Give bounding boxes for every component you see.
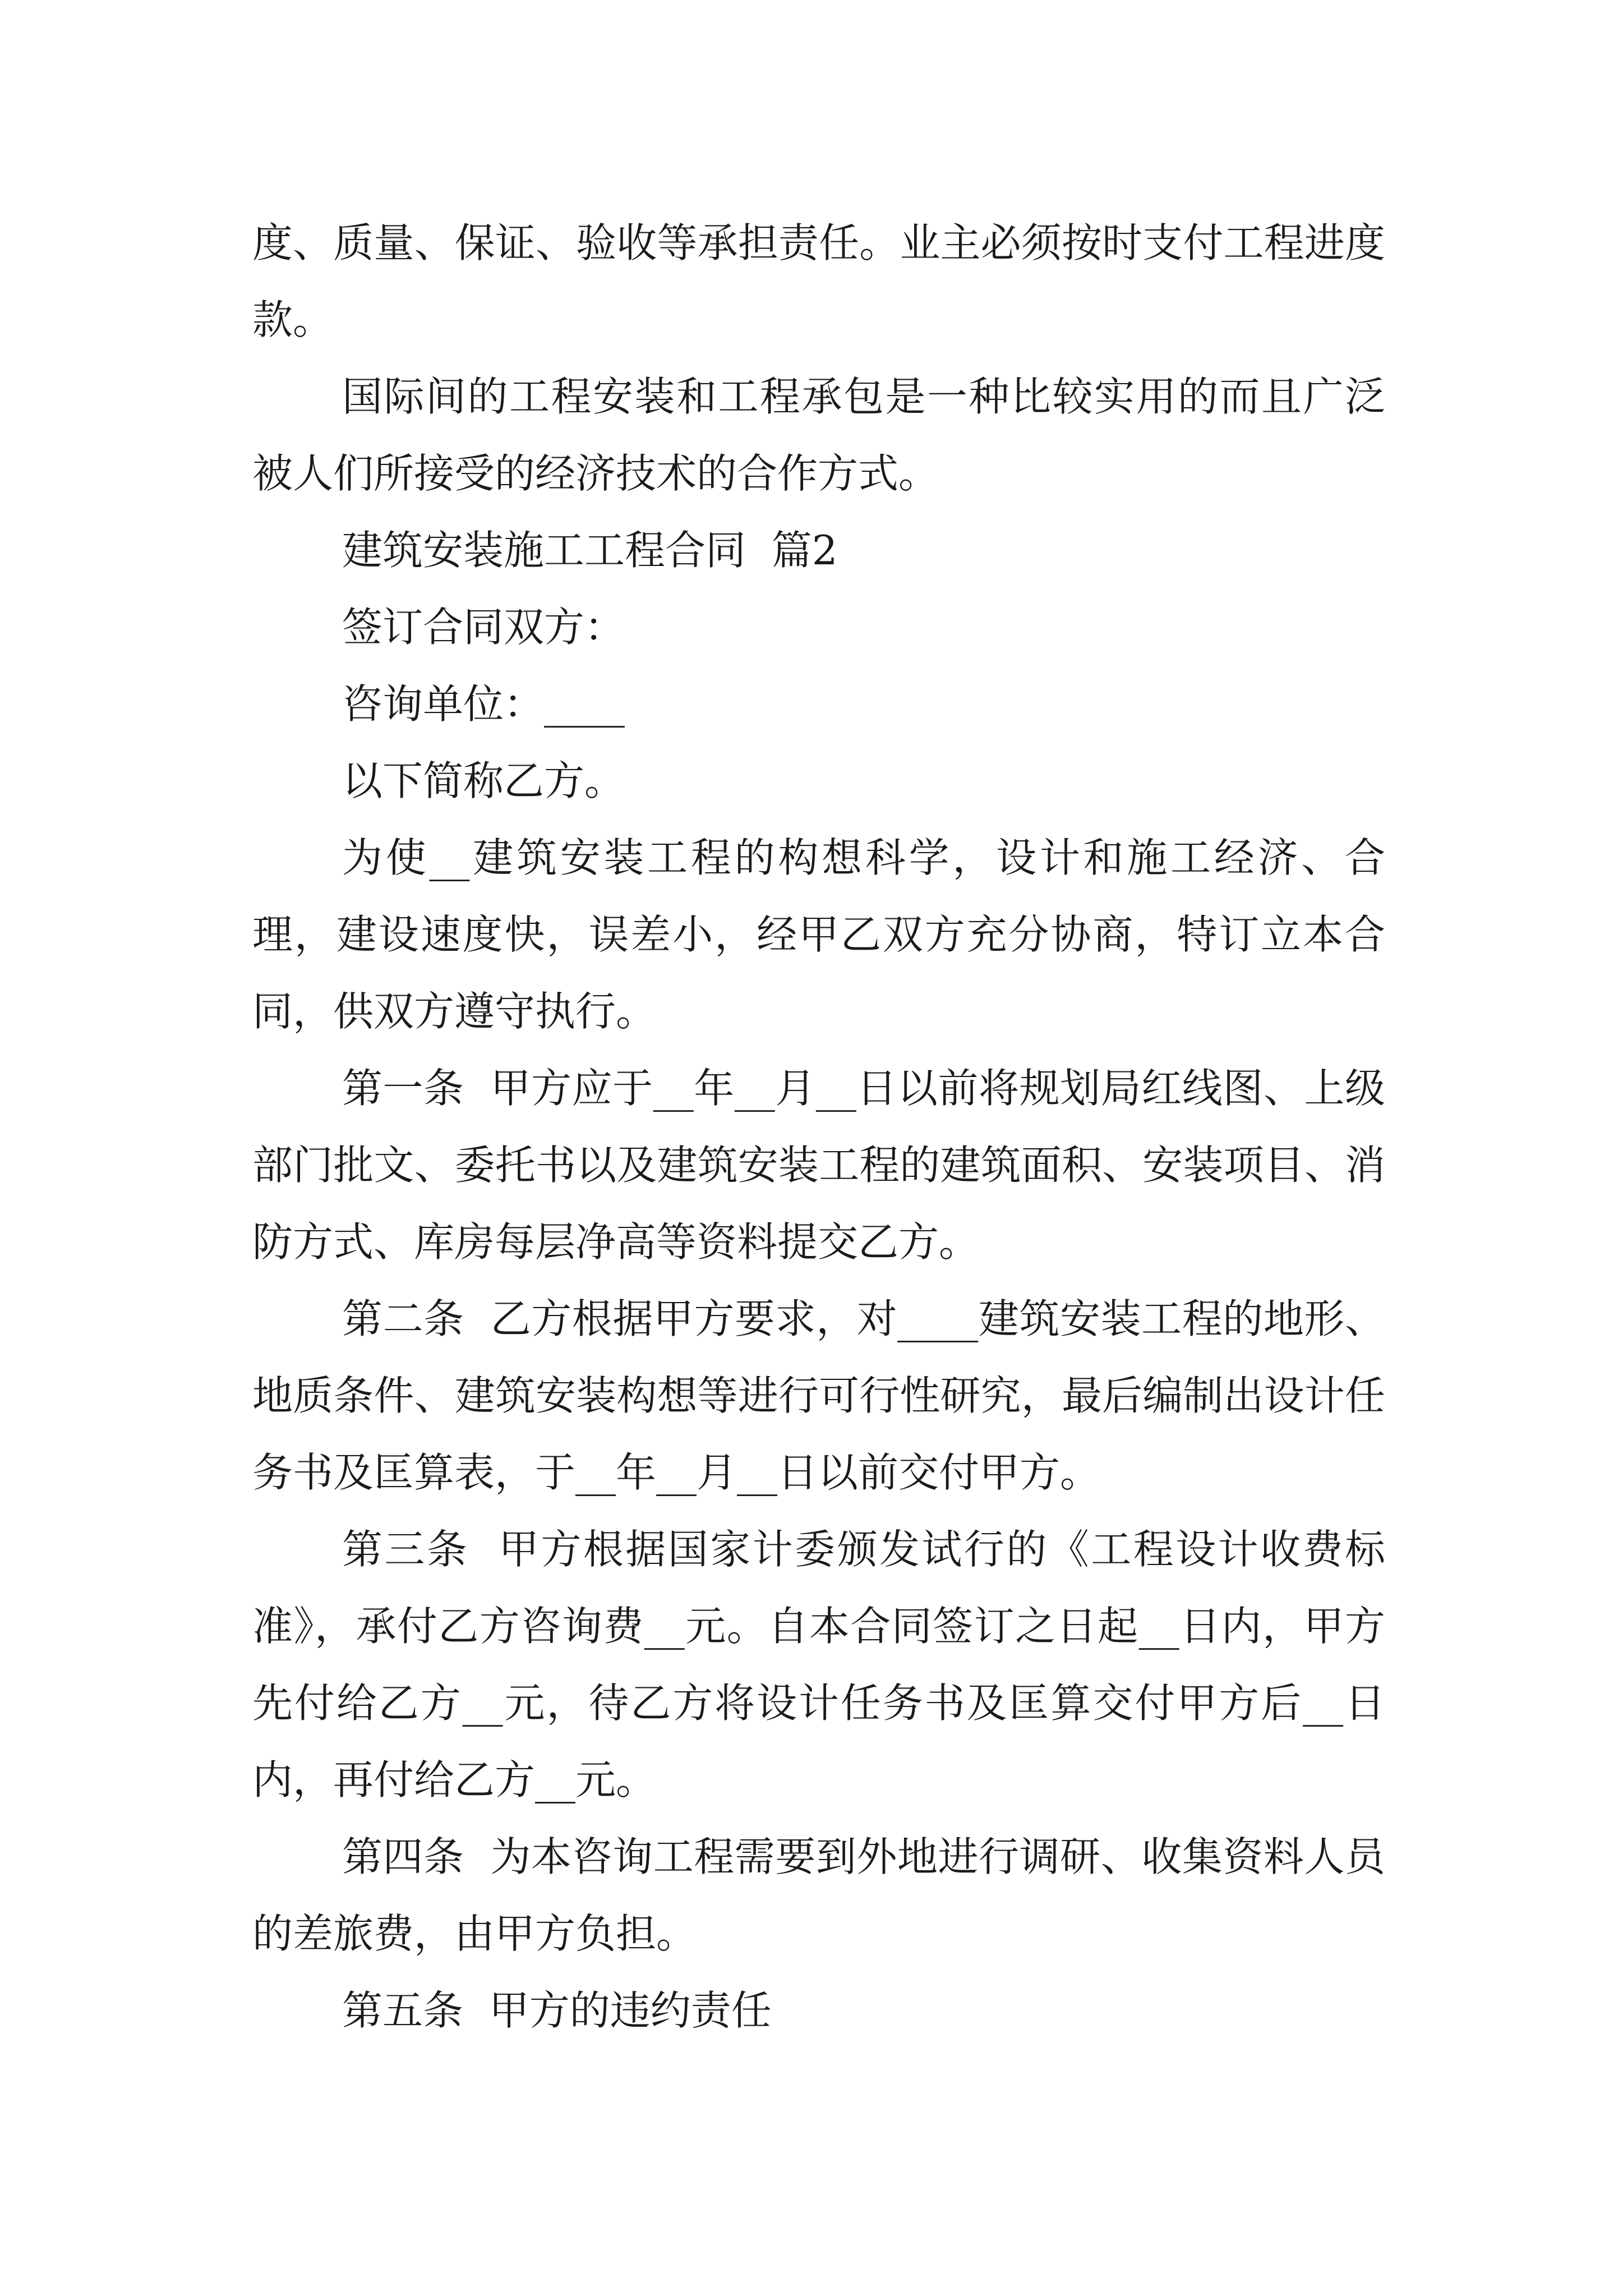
clause-5-heading: 第五条 甲方的违约责任 [342, 1987, 772, 2034]
paragraph-continued: 度、质量、保证、验收等承担责任。业主必须按时支付工程进度款。 [252, 219, 1385, 343]
document-body [252, 205, 1385, 2049]
paragraph-purpose: 为使__建筑安装工程的构想科学，设计和施工经济、合理，建设速度快，误差小，经甲乙双方充分协商，特订立本合同，供双方遵守执行。 [252, 834, 1385, 1035]
clause-2: 第二条 乙方根据甲方要求，对____建筑安装工程的地形、地质条件、建筑安装构想等进行可行性研究，最后编制出设计任务书及匡算表，于__年__月__日以前交付甲方。 [252, 1295, 1385, 1496]
clause-1: 第一条 甲方应于__年__月__日以前将规划局红线图、上级部门批文、委托书以及建筑安装工程的建筑面积、安装项目、消防方式、库房每层净高等资料提交乙方。 [252, 1065, 1385, 1266]
paragraph-abbreviation: 以下简称乙方。 [342, 757, 625, 804]
paragraph-parties: 签订合同双方： [342, 604, 625, 651]
section-heading: 建筑安装施工工程合同 篇2 [342, 527, 838, 574]
paragraph-international-cooperation: 国际间的工程安装和工程承包是一种比较实用的而且广泛被人们所接受的经济技术的合作方式。 [252, 373, 1385, 497]
clause-4: 第四条 为本咨询工程需要到外地进行调研、收集资料人员的差旅费，由甲方负担。 [252, 1833, 1385, 1957]
clause-3: 第三条 甲方根据国家计委颁发试行的《工程设计收费标准》，承付乙方咨询费__元。自本合同签订之日起__日内，甲方先付给乙方__元，待乙方将设计任务书及匡算交付甲方后__日内，再付给乙方__元。 [252, 1526, 1385, 1803]
paragraph-consulting-unit: 咨询单位：____ [342, 680, 625, 728]
